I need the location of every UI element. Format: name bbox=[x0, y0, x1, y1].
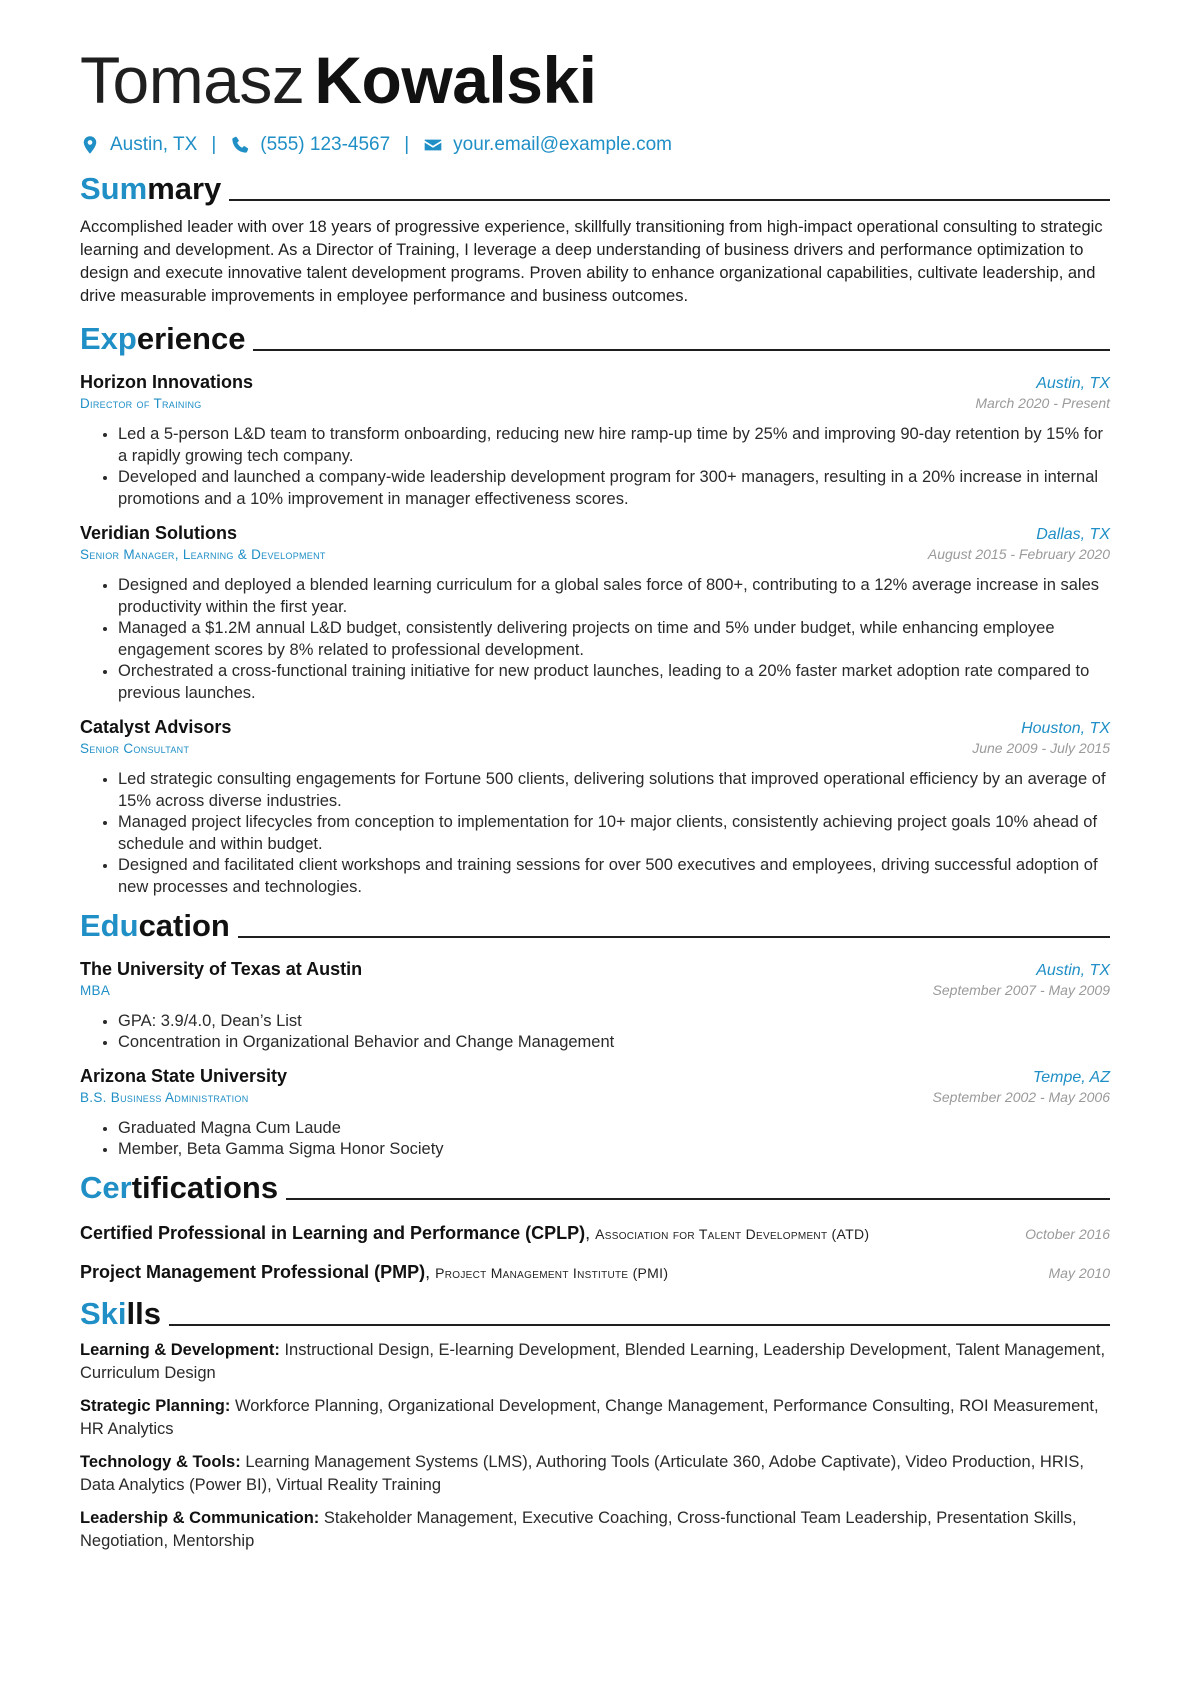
skill-group bbox=[80, 1451, 1110, 1497]
skill-group bbox=[80, 1395, 1110, 1441]
education-entry bbox=[80, 959, 1110, 1053]
skill-list: Stakeholder Management, Executive Coaching, Cross-functional Team Leadership, Presentation Skills, Negotiation, Mentorship bbox=[80, 1509, 1077, 1550]
education-heading bbox=[80, 907, 1110, 945]
skill-category: Leadership & Communication: bbox=[80, 1509, 320, 1527]
job-dates: June 2009 - July 2015 bbox=[972, 740, 1110, 756]
contact-email[interactable] bbox=[423, 134, 672, 156]
experience-heading bbox=[80, 320, 1110, 358]
certification-issuer: Project Management Institute (PMI) bbox=[435, 1265, 669, 1281]
list-item: • Member, Beta Gamma Sigma Honor Society bbox=[118, 1138, 1110, 1160]
candidate-name bbox=[80, 42, 1110, 118]
contact-location bbox=[80, 134, 197, 156]
school-location: Tempe, AZ bbox=[1032, 1069, 1110, 1086]
list-item: • Concentration in Organizational Behavior and Change Management bbox=[118, 1031, 1110, 1053]
list-item: • Led a 5-person L&D team to transform onboarding, reducing new hire ramp-up time by 25% and improving 90-day retention by 15% for a rapidly growing tech company. bbox=[118, 423, 1110, 467]
contact-line bbox=[80, 130, 1110, 160]
list-item: • Designed and facilitated client workshops and training sessions for over 500 executives and employees, driving successful adoption of new processes and technologies. bbox=[118, 854, 1110, 898]
certification-name: Project Management Professional (PMP) bbox=[80, 1262, 426, 1282]
job-entry bbox=[80, 523, 1110, 704]
job-entry bbox=[80, 717, 1110, 898]
certification-issuer: Association for Talent Development (ATD) bbox=[595, 1226, 870, 1242]
contact-phone[interactable] bbox=[230, 134, 390, 156]
job-dates: August 2015 - February 2020 bbox=[927, 546, 1110, 562]
job-entry bbox=[80, 372, 1110, 510]
skill-group bbox=[80, 1339, 1110, 1385]
section-rule bbox=[229, 199, 1110, 201]
envelope-icon bbox=[423, 135, 443, 155]
education-bullets bbox=[80, 1010, 1110, 1053]
school-dates: September 2002 - May 2006 bbox=[932, 1089, 1110, 1105]
school-name: Arizona State University bbox=[80, 1066, 288, 1086]
skill-list: Workforce Planning, Organizational Development, Change Management, Performance Consulting, ROI Measurement, HR Analytics bbox=[80, 1397, 1099, 1438]
education-entry bbox=[80, 1066, 1110, 1160]
list-item: • Graduated Magna Cum Laude bbox=[118, 1117, 1110, 1139]
job-dates: March 2020 - Present bbox=[975, 395, 1110, 411]
email-text: your.email@example.com bbox=[453, 134, 672, 155]
job-title: Senior Manager, Learning & Development bbox=[80, 547, 326, 562]
job-bullets bbox=[80, 423, 1110, 510]
contact-separator: | bbox=[211, 134, 217, 155]
section-rule bbox=[169, 1324, 1110, 1326]
job-location: Austin, TX bbox=[1036, 375, 1110, 392]
section-title: Experience bbox=[80, 321, 246, 356]
job-title: Director of Training bbox=[80, 396, 202, 411]
certification-entry: Project Management Professional (PMP), Project Management Institute (PMI) May 2010 bbox=[80, 1262, 1110, 1282]
section-title: Summary bbox=[80, 171, 222, 206]
certification-name: Certified Professional in Learning and Performance (CPLP) bbox=[80, 1223, 586, 1243]
skills-heading bbox=[80, 1295, 1110, 1333]
first-name: Tomasz bbox=[80, 43, 305, 117]
skill-category: Strategic Planning: bbox=[80, 1397, 231, 1415]
job-bullets bbox=[80, 574, 1110, 704]
school-location: Austin, TX bbox=[1036, 962, 1110, 979]
certification-date: May 2010 bbox=[1048, 1265, 1110, 1281]
skill-category: Learning & Development: bbox=[80, 1341, 280, 1359]
job-location: Houston, TX bbox=[1021, 720, 1110, 737]
list-item: • Designed and deployed a blended learning curriculum for a global sales force of 800+, contributing to a 12% average increase in sales productivity within the first year. bbox=[118, 574, 1110, 618]
list-item: • Managed a $1.2M annual L&D budget, consistently delivering projects on time and 5% under budget, while enhancing employee engagement scores by 8% related to professional development. bbox=[118, 617, 1110, 661]
list-item: • GPA: 3.9/4.0, Dean’s List bbox=[118, 1010, 1110, 1032]
phone-icon bbox=[230, 135, 250, 155]
summary-heading bbox=[80, 170, 1110, 208]
company-name: Catalyst Advisors bbox=[80, 717, 232, 737]
certification-entry: Certified Professional in Learning and Performance (CPLP), Association for Talent Development (ATD) October 2016 bbox=[80, 1223, 1110, 1243]
certification-date: October 2016 bbox=[1025, 1226, 1110, 1242]
list-item: • Orchestrated a cross-functional training initiative for new product launches, leading to a 20% faster market adoption rate compared to previous launches. bbox=[118, 660, 1110, 704]
summary-text: Accomplished leader with over 18 years of progressive experience, skillfully transitioning from high-impact operational consulting to strategic learning and development. As a Director of Training, I leverage a deep understanding of business drivers and performance optimization to design and execute innovative talent development programs. Proven ability to enhance organizational capabilities, cultivate leadership, and drive measurable improvements in employee performance and business outcomes. bbox=[80, 218, 1103, 305]
degree: MBA bbox=[80, 983, 111, 998]
job-location: Dallas, TX bbox=[1036, 526, 1110, 543]
education-bullets bbox=[80, 1117, 1110, 1160]
last-name: Kowalski bbox=[314, 43, 597, 117]
company-name: Veridian Solutions bbox=[80, 523, 238, 543]
degree: B.S. Business Administration bbox=[80, 1090, 249, 1105]
skill-list: Instructional Design, E-learning Development, Blended Learning, Leadership Development, Talent Management, Curriculum Design bbox=[80, 1341, 1106, 1382]
certifications-heading bbox=[80, 1169, 1110, 1207]
list-item: • Managed project lifecycles from conception to implementation for 10+ major clients, consistently achieving project goals 10% ahead of schedule and within budget. bbox=[118, 811, 1110, 855]
section-rule bbox=[286, 1198, 1110, 1200]
skill-list: Learning Management Systems (LMS), Authoring Tools (Articulate 360, Adobe Captivate), Video Production, HRIS, Data Analytics (Power BI), Virtual Reality Training bbox=[80, 1453, 1084, 1494]
school-dates: September 2007 - May 2009 bbox=[932, 982, 1110, 998]
contact-separator: | bbox=[404, 134, 410, 155]
section-title: Skills bbox=[80, 1296, 161, 1331]
list-item: • Led strategic consulting engagements for Fortune 500 clients, delivering solutions that improved operational efficiency by an average of 15% across diverse industries. bbox=[118, 768, 1110, 812]
section-title: Education bbox=[80, 908, 230, 943]
phone-text: (555) 123-4567 bbox=[260, 134, 391, 155]
skill-category: Technology & Tools: bbox=[80, 1453, 241, 1471]
school-name: The University of Texas at Austin bbox=[80, 959, 363, 979]
job-bullets bbox=[80, 768, 1110, 898]
skill-group bbox=[80, 1507, 1110, 1553]
list-item: • Developed and launched a company-wide leadership development program for 300+ managers, resulting in a 20% increase in internal promotions and a 10% improvement in manager effectiveness scores. bbox=[118, 466, 1110, 510]
job-title: Senior Consultant bbox=[80, 741, 190, 756]
map-pin-icon bbox=[80, 135, 100, 155]
location-text: Austin, TX bbox=[110, 134, 198, 155]
section-rule bbox=[253, 349, 1110, 351]
company-name: Horizon Innovations bbox=[80, 372, 253, 392]
section-rule bbox=[238, 936, 1110, 938]
section-title: Certifications bbox=[80, 1170, 279, 1205]
